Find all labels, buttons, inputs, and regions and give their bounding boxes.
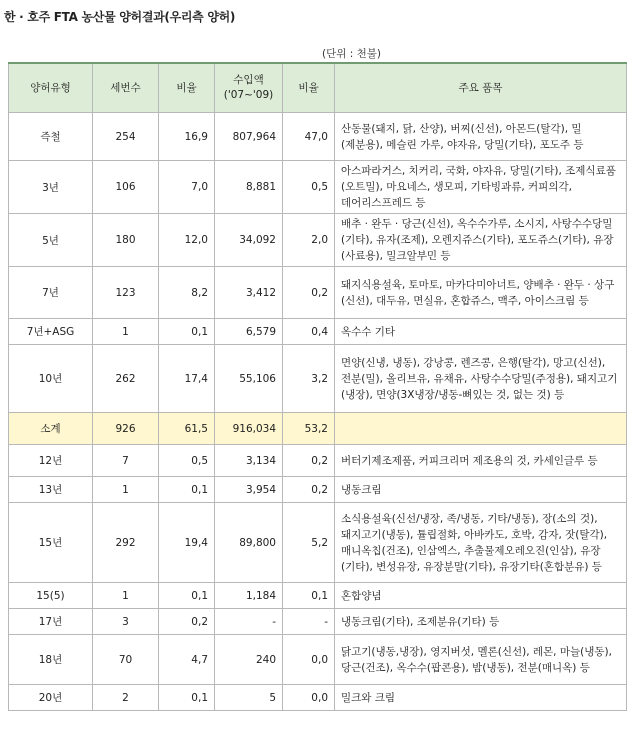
- table-header-row: [9, 63, 627, 113]
- cell-lines: 254: [93, 113, 159, 161]
- cell-type: 3년: [9, 161, 93, 214]
- cell-imports: 3,954: [215, 477, 283, 503]
- cell-ratio2: 5,2: [283, 503, 335, 583]
- table-row: [9, 445, 627, 477]
- cell-items: 밀크와 크림: [335, 685, 627, 711]
- cell-ratio1: 0,1: [159, 685, 215, 711]
- cell-lines: 180: [93, 214, 159, 267]
- cell-items: 아스파라거스, 치커리, 국화, 야자유, 당밀(기타), 조제식료품(오트밀), 마요네스, 생모피, 기타빙과류, 커피의각, 데어리스프레드 등: [335, 161, 627, 214]
- cell-imports: 240: [215, 635, 283, 685]
- cell-ratio1: 7,0: [159, 161, 215, 214]
- cell-ratio1: 0,1: [159, 319, 215, 345]
- header-type: 양허유형: [9, 63, 93, 113]
- cell-ratio2: 53,2: [283, 413, 335, 445]
- cell-lines: 1: [93, 477, 159, 503]
- cell-type: 15년: [9, 503, 93, 583]
- table-row: [9, 635, 627, 685]
- header-ratio2: 비율: [283, 63, 335, 113]
- cell-items: [335, 413, 627, 445]
- table-row: [9, 319, 627, 345]
- header-lines: 세번수: [93, 63, 159, 113]
- cell-items: 산동물(돼지, 닭, 산양), 버찌(신선), 아몬드(탈각), 밀(제분용), 메슬린 가루, 야자유, 당밀(기타), 포도주 등: [335, 113, 627, 161]
- cell-type: 18년: [9, 635, 93, 685]
- cell-type: 20년: [9, 685, 93, 711]
- cell-type: 즉철: [9, 113, 93, 161]
- cell-ratio1: 61,5: [159, 413, 215, 445]
- cell-lines: 7: [93, 445, 159, 477]
- cell-lines: 926: [93, 413, 159, 445]
- cell-ratio1: 0,1: [159, 477, 215, 503]
- table-row: [9, 161, 627, 214]
- cell-type: 5년: [9, 214, 93, 267]
- cell-ratio2: 0,2: [283, 445, 335, 477]
- cell-type: 12년: [9, 445, 93, 477]
- cell-ratio1: 19,4: [159, 503, 215, 583]
- cell-items: 냉동크림: [335, 477, 627, 503]
- cell-imports: 916,034: [215, 413, 283, 445]
- cell-ratio2: 3,2: [283, 345, 335, 413]
- cell-ratio1: 12,0: [159, 214, 215, 267]
- cell-items: 면양(신냉, 냉동), 강낭콩, 렌즈콩, 은행(탈각), 망고(신선), 전분(밀), 올리브유, 유채유, 사탕수수당밀(주정용), 돼지고기(냉장), 면양(3X냉장/냉동-뼈있는 것, 없는 것) 등: [335, 345, 627, 413]
- table-row: [9, 113, 627, 161]
- table-row: [9, 267, 627, 319]
- cell-items: 닭고기(냉동,냉장), 영지버섯, 멜론(신선), 레몬, 마늘(냉동), 당근(건조), 옥수수(팝콘용), 밤(냉동), 전분(매니옥) 등: [335, 635, 627, 685]
- table-row: [9, 345, 627, 413]
- cell-ratio1: 16,9: [159, 113, 215, 161]
- cell-ratio2: 0,5: [283, 161, 335, 214]
- table-row: [9, 214, 627, 267]
- cell-ratio2: -: [283, 609, 335, 635]
- cell-ratio1: 0,2: [159, 609, 215, 635]
- cell-imports: 34,092: [215, 214, 283, 267]
- cell-items: 버터기제조제품, 커피크리머 제조용의 것, 카세인글루 등: [335, 445, 627, 477]
- cell-imports: 807,964: [215, 113, 283, 161]
- cell-imports: 5: [215, 685, 283, 711]
- cell-lines: 106: [93, 161, 159, 214]
- table-row: [9, 685, 627, 711]
- table-row: [9, 477, 627, 503]
- header-items: 주요 품목: [335, 63, 627, 113]
- cell-ratio1: 17,4: [159, 345, 215, 413]
- cell-type: 7년: [9, 267, 93, 319]
- cell-imports: 3,134: [215, 445, 283, 477]
- cell-type: 7년+ASG: [9, 319, 93, 345]
- cell-type: 13년: [9, 477, 93, 503]
- cell-ratio2: 0,0: [283, 635, 335, 685]
- cell-imports: 8,881: [215, 161, 283, 214]
- cell-lines: 70: [93, 635, 159, 685]
- cell-imports: 55,106: [215, 345, 283, 413]
- concession-table: [8, 62, 627, 711]
- cell-items: 소식용설육(신선/냉장, 족/냉동, 기타/냉동), 장(소의 것), 돼지고기(냉동), 튤립절화, 아바카도, 호박, 감자, 잣(탈각), 매니옥칩(건조), 인삼엑스, 추출물제오레오진(인삼), 유장(기타), 변성유장, 유장분말(기타), 유장기타(혼합분유) 등: [335, 503, 627, 583]
- table-row: [9, 503, 627, 583]
- table-row: [9, 413, 627, 445]
- cell-lines: 292: [93, 503, 159, 583]
- cell-type: 15(5): [9, 583, 93, 609]
- cell-ratio1: 0,1: [159, 583, 215, 609]
- cell-items: 혼합양념: [335, 583, 627, 609]
- table-body: [9, 113, 627, 711]
- cell-type: 10년: [9, 345, 93, 413]
- table-row: [9, 583, 627, 609]
- cell-lines: 262: [93, 345, 159, 413]
- cell-lines: 2: [93, 685, 159, 711]
- cell-items: 냉동크림(기타), 조제분유(기타) 등: [335, 609, 627, 635]
- cell-items: 옥수수 기타: [335, 319, 627, 345]
- cell-imports: 1,184: [215, 583, 283, 609]
- cell-ratio1: 8,2: [159, 267, 215, 319]
- cell-ratio1: 4,7: [159, 635, 215, 685]
- header-imports: [215, 63, 283, 113]
- cell-ratio2: 0,2: [283, 477, 335, 503]
- header-imports-label: 수입액: [233, 74, 264, 86]
- cell-ratio2: 0,0: [283, 685, 335, 711]
- unit-label: (단위 : 천불): [322, 48, 381, 60]
- cell-ratio2: 47,0: [283, 113, 335, 161]
- cell-lines: 123: [93, 267, 159, 319]
- table-row: [9, 609, 627, 635]
- cell-items: 돼지식용설육, 토마토, 마카다미아너트, 양배추 · 완두 · 상구(신선), 대두유, 면실유, 혼합쥬스, 맥주, 아이스크림 등: [335, 267, 627, 319]
- cell-imports: -: [215, 609, 283, 635]
- cell-imports: 6,579: [215, 319, 283, 345]
- cell-type: 17년: [9, 609, 93, 635]
- cell-ratio2: 0,1: [283, 583, 335, 609]
- cell-items: 배추 · 완두 · 당근(신선), 옥수수가루, 소시지, 사탕수수당밀(기타), 유자(조제), 오렌지쥬스(기타), 포도쥬스(기타), 유장(사료용), 밀크알부민 등: [335, 214, 627, 267]
- cell-ratio2: 0,4: [283, 319, 335, 345]
- cell-ratio1: 0,5: [159, 445, 215, 477]
- page-title: 한 · 호주 FTA 농산물 양허결과(우리측 양허): [4, 10, 236, 24]
- header-ratio1: 비율: [159, 63, 215, 113]
- cell-imports: 89,800: [215, 503, 283, 583]
- header-imports-period: ('07~'09): [223, 89, 274, 101]
- cell-imports: 3,412: [215, 267, 283, 319]
- cell-lines: 1: [93, 319, 159, 345]
- cell-ratio2: 0,2: [283, 267, 335, 319]
- cell-ratio2: 2,0: [283, 214, 335, 267]
- cell-lines: 1: [93, 583, 159, 609]
- cell-type: 소계: [9, 413, 93, 445]
- cell-lines: 3: [93, 609, 159, 635]
